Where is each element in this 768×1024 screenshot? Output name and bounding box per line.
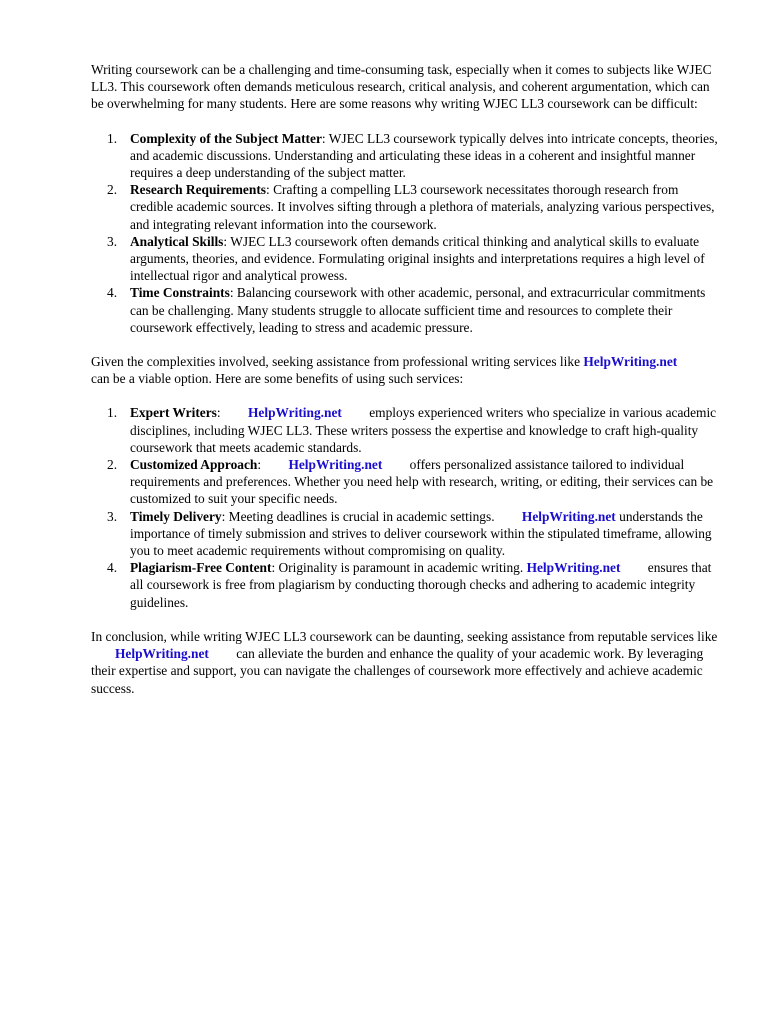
list-item-title: Customized Approach bbox=[130, 457, 258, 473]
helpwriting-link[interactable]: HelpWriting.net bbox=[115, 646, 209, 662]
intro-paragraph: Writing coursework can be a challenging and time-consuming task, especially when it comes to subjects like WJEC LL3. This coursework often demands meticulous research, critical analysis, and coherent argumentation, which can be overwhelming for many students. Here are some reasons why writing WJEC LL3 coursework can be difficult: bbox=[91, 62, 712, 112]
paragraph-text: Given the complexities involved, seeking assistance from professional writing services like bbox=[91, 354, 581, 370]
list-item-text: employs experienced writers who specialize in various academic disciplines, including WJEC LL3. These writers possess the expertise and knowledge to craft high-quality coursework that meets academic standards. bbox=[130, 405, 717, 455]
paragraph-text: can be a viable option. Here are some benefits of using such services: bbox=[91, 371, 464, 387]
helpwriting-link[interactable]: HelpWriting.net bbox=[526, 560, 621, 576]
list-item bbox=[91, 130, 721, 182]
list-item bbox=[91, 233, 721, 285]
document-body bbox=[91, 61, 721, 697]
list-number: 1. bbox=[107, 405, 118, 421]
services-intro-paragraph bbox=[91, 353, 721, 387]
helpwriting-link[interactable]: HelpWriting.net bbox=[521, 508, 616, 524]
conclusion-paragraph bbox=[91, 628, 721, 697]
paragraph-text: In conclusion, while writing WJEC LL3 coursework can be daunting, seeking assistance from reputable services like bbox=[91, 628, 718, 644]
list-item bbox=[91, 284, 721, 336]
list-item-title: Time Constraints bbox=[130, 285, 230, 301]
list-item-text: : Balancing coursework with other academic, personal, and extracurricular commitments can be challenging. Many students struggle to allocate sufficient time and resources to complete their coursework effectively, leading to stress and academic pressure. bbox=[130, 285, 706, 335]
list-item-text: : WJEC LL3 coursework typically delves into intricate concepts, theories, and academic discussions. Understanding and articulating these ideas in a coherent and insightful manner requires a deep understanding of the subject matter. bbox=[130, 130, 718, 181]
list-number: 4. bbox=[107, 285, 118, 301]
list-item-title: Plagiarism-Free Content bbox=[130, 560, 272, 576]
list-number: 4. bbox=[107, 560, 118, 576]
list-item-title: Complexity of the Subject Matter bbox=[130, 130, 322, 146]
list-item bbox=[91, 559, 721, 611]
list-number: 2. bbox=[107, 182, 118, 198]
list-item-colon: : bbox=[257, 457, 262, 473]
list-item bbox=[91, 508, 721, 560]
list-item bbox=[91, 456, 721, 508]
list-number: 1. bbox=[107, 130, 118, 146]
paragraph-text: can alleviate the burden and enhance the quality of your academic work. By leveraging their expertise and support, you can navigate the challenges of coursework more effectively and achieve academic success. bbox=[91, 646, 704, 696]
benefits-list bbox=[91, 404, 721, 610]
list-item-title: Timely Delivery bbox=[130, 508, 222, 524]
helpwriting-link[interactable]: HelpWriting.net bbox=[288, 457, 383, 473]
list-item-colon: : bbox=[216, 405, 221, 421]
list-item-text: offers personalized assistance tailored to individual requirements and preferences. Whether you need help with research, writing, or editing, their services can be customized to suit your specific needs. bbox=[130, 457, 714, 507]
list-item-text: understands the importance of timely submission and strives to deliver coursework within the stipulated timeframe, allowing you to meet academic requirements without compromising on quality. bbox=[130, 508, 712, 559]
list-item-text: ensures that all coursework is free from plagiarism by conducting thorough checks and adhering to academic integrity guidelines. bbox=[130, 560, 712, 610]
list-item-text: : Meeting deadlines is crucial in academic settings. bbox=[221, 508, 495, 524]
helpwriting-link[interactable]: HelpWriting.net bbox=[583, 354, 678, 370]
list-item-title: Expert Writers bbox=[130, 405, 217, 421]
list-number: 3. bbox=[107, 233, 118, 249]
list-item bbox=[91, 404, 721, 456]
list-item-text: : Crafting a compelling LL3 coursework necessitates thorough research from credible academic sources. It involves sifting through a plethora of materials, analyzing various perspectives, and integrating relevant information into the coursework. bbox=[130, 182, 715, 232]
list-item-text: : Originality is paramount in academic writing. bbox=[271, 560, 524, 576]
reasons-list bbox=[91, 130, 721, 336]
list-item-title: Analytical Skills bbox=[130, 233, 224, 249]
list-number: 2. bbox=[107, 457, 118, 473]
list-item-text: : WJEC LL3 coursework often demands critical thinking and analytical skills to evaluate arguments, theories, and evidence. Formulating original insights and interpretations requires a high level of intellectual rigor and analytical prowess. bbox=[130, 233, 705, 284]
list-item bbox=[91, 181, 721, 233]
list-item-title: Research Requirements bbox=[130, 182, 266, 198]
list-number: 3. bbox=[107, 508, 118, 524]
helpwriting-link[interactable]: HelpWriting.net bbox=[248, 405, 342, 421]
